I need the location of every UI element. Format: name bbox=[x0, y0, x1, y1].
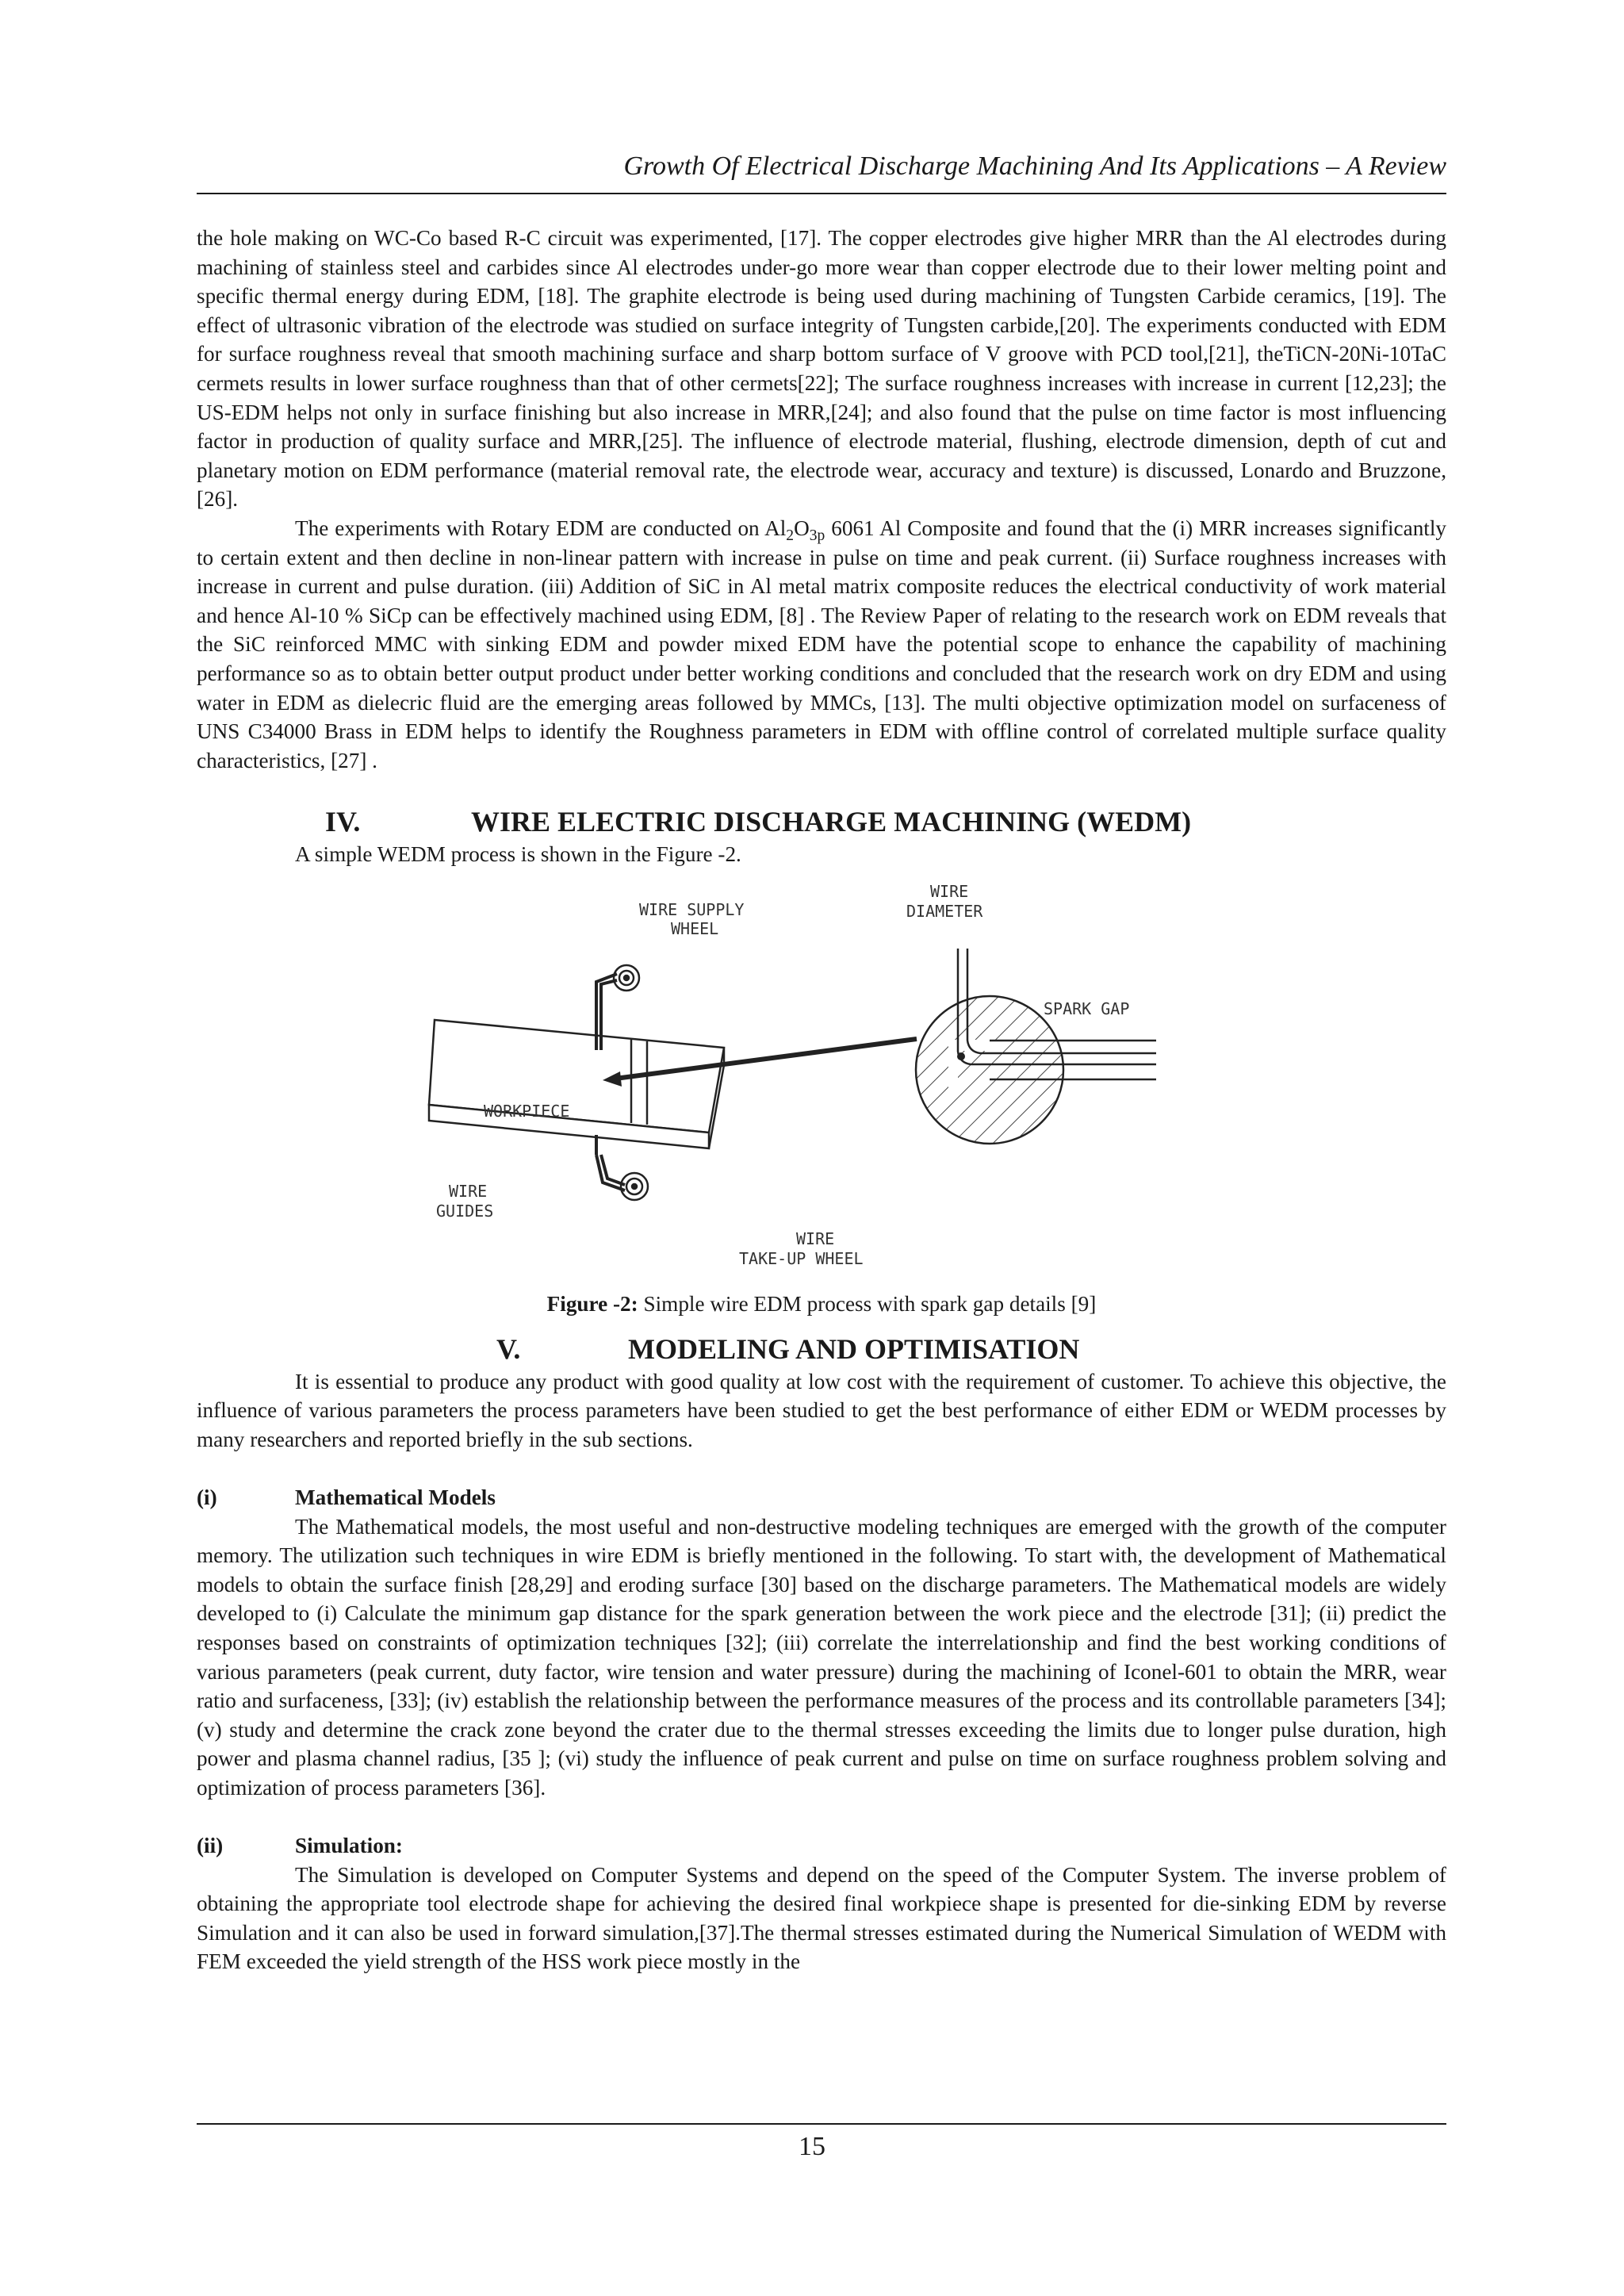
wire-take-up-wheel bbox=[621, 1173, 648, 1200]
section-title: WIRE ELECTRIC DISCHARGE MACHINING (WEDM) bbox=[471, 806, 1192, 838]
wire-supply-wheel bbox=[614, 965, 639, 991]
section-heading-modeling bbox=[197, 1332, 1446, 1367]
subsection-number: (i) bbox=[197, 1485, 217, 1509]
label-wire-diameter-line2: DIAMETER bbox=[906, 901, 983, 921]
running-header: Growth Of Electrical Discharge Machining And Its Applications – A Review bbox=[623, 151, 1446, 181]
figure-caption bbox=[197, 1290, 1446, 1318]
subsection-heading-math bbox=[197, 1483, 1446, 1512]
label-wire-guides-line1: WIRE bbox=[449, 1181, 488, 1201]
label-wire-guides-line2: GUIDES bbox=[436, 1201, 494, 1221]
section-title: MODELING AND OPTIMISATION bbox=[628, 1332, 1080, 1365]
paragraph-rotary-edm-part-c: 6061 Al Composite and found that the (i) MRR increases significantly to certain extent and then decline in non-linear pattern with increase in pulse on time and peak current. (ii) Surface roughness increases with increase in current and pulse duration. (iii) Addition of SiC in Al metal matrix composite reduces the electrical conductivity of work material and hence Al-10 % SiCp can be effectively machined using EDM, [8] . The Review Paper of relating to the research work on EDM reveals that the SiC reinforced MMC with sinking EDM and powder mixed EDM have the potential scope to enhance the capability of machining performance so as to obtain better output product under better working conditions and concluded that the research work on dry EDM and using water in EDM as dielecric fluid are the emerging areas followed by MMCs, [13]. The multi objective optimization model on surfaceness of UNS C34000 Brass in EDM helps to identify the Roughness parameters in EDM with offline control of correlated multiple surface quality characteristics, [27] . bbox=[197, 516, 1446, 772]
paragraph-rotary-edm-part-b: O bbox=[794, 516, 810, 540]
label-take-up-line2: TAKE-UP WHEEL bbox=[739, 1248, 864, 1268]
figure-wedm-process bbox=[197, 869, 1446, 1290]
label-workpiece: WORKPIECE bbox=[484, 1101, 570, 1121]
wedm-diagram bbox=[197, 869, 1446, 1290]
section-heading-wedm bbox=[197, 805, 1446, 840]
page-number: 15 bbox=[799, 2132, 825, 2161]
footer-rule bbox=[197, 2123, 1446, 2125]
paragraph-edm-electrodes: the hole making on WC-Co based R-C circuit was experimented, [17]. The copper electrodes give higher MRR than the Al electrodes during machining of stainless steel and carbides since Al electrodes under-go more wear than copper electrode due to their lower melting point and specific thermal energy during EDM, [18]. The graphite electrode is being used during machining of Tungsten Carbide ceramics, [19]. The effect of ultrasonic vibration of the electrode was studied on surface integrity of Tungsten carbide,[20]. The experiments conducted with EDM for surface roughness reveal that smooth machining surface and sharp bottom surface of V groove with PCD tool,[21], theTiCN-20Ni-10TaC cermets results in lower surface roughness than that of other cermets[22]; The surface roughness increases with increase in current [12,23]; the US-EDM helps not only in surface finishing but also increase in MRR,[24]; and also found that the pulse on time factor is most influencing factor in production of quality surface and MRR,[25]. The influence of electrode material, flushing, electrode dimension, depth of cut and planetary motion on EDM performance (material removal rate, the electrode wear, accuracy and texture) is discussed, Lonardo and Bruzzone, [26]. bbox=[197, 226, 1446, 512]
paragraph-rotary-edm bbox=[197, 514, 1446, 775]
section-number: IV. bbox=[325, 806, 361, 838]
subsection-title: Mathematical Models bbox=[295, 1485, 496, 1509]
subsection-heading-simulation bbox=[197, 1831, 1446, 1861]
figure-caption-text: Simple wire EDM process with spark gap details [9] bbox=[638, 1291, 1097, 1316]
page-body bbox=[197, 224, 1446, 1976]
paragraph-math-models: The Mathematical models, the most useful and non-destructive modeling techniques are emerged with the growth of the computer memory. The utilization such techniques in wire EDM is briefly mentioned in the following. To start with, the development of Mathematical models to obtain the surface finish [28,29] and eroding surface [30] based on the discharge parameters. The Mathematical models are widely developed to (i) Calculate the minimum gap distance for the spark generation between the work piece and the electrode [31]; (ii) predict the responses based on constraints of optimization techniques [32]; (iii) correlate the interrelationship and find the best working conditions of various parameters (peak current, duty factor, wire tension and water pressure) during the machining of Iconel-601 to obtain the MRR, wear ratio and surfaceness, [33]; (iv) establish the relationship between the performance measures of the process and its controllable parameters [34]; (v) study and determine the crack zone beyond the crater due to the thermal stresses exceeding the limits due to longer pulse duration, high power and plasma channel radius, [35 ]; (vi) study the influence of peak current and pulse on time on surface roughness problem solving and optimization of process parameters [36]. bbox=[197, 1514, 1446, 1800]
paragraph-wedm-intro: A simple WEDM process is shown in the Figure -2. bbox=[295, 842, 741, 867]
paragraph-rotary-edm-part-a: The experiments with Rotary EDM are conducted on Al bbox=[295, 516, 787, 540]
subsection-title: Simulation: bbox=[295, 1833, 403, 1857]
subscript-2: 2 bbox=[786, 527, 795, 544]
spark-gap-detail bbox=[916, 949, 1156, 1144]
label-wire-supply: WIRE SUPPLY bbox=[639, 899, 745, 919]
paragraph-simulation: The Simulation is developed on Computer Systems and depend on the speed of the Computer System. The inverse problem of obtaining the appropriate tool electrode shape for achieving the desired final workpiece shape is presented for die-sinking EDM by reverse Simulation and it can also be used in forward simulation,[37].The thermal stresses estimated during the Numerical Simulation of WEDM with FEM exceeded the yield strength of the HSS work piece mostly in the bbox=[197, 1862, 1446, 1974]
paragraph-modeling-intro: It is essential to produce any product with good quality at low cost with the requirement of customer. To achieve this objective, the influence of various parameters the process parameters have been studied to get the best performance of either EDM or WEDM processes by many researchers and reported briefly in the sub sections. bbox=[197, 1369, 1446, 1452]
figure-caption-label: Figure -2: bbox=[546, 1291, 638, 1316]
subscript-3p: 3p bbox=[809, 527, 825, 544]
label-take-up-line1: WIRE bbox=[796, 1228, 835, 1248]
label-spark-gap: SPARK GAP bbox=[1044, 999, 1130, 1018]
label-wire-supply-wheel: WHEEL bbox=[671, 918, 719, 938]
subsection-number: (ii) bbox=[197, 1833, 224, 1857]
section-number: V. bbox=[496, 1332, 521, 1365]
header-rule bbox=[197, 193, 1446, 194]
workpiece-shape bbox=[429, 1020, 724, 1148]
label-wire-diameter-line1: WIRE bbox=[930, 881, 969, 901]
